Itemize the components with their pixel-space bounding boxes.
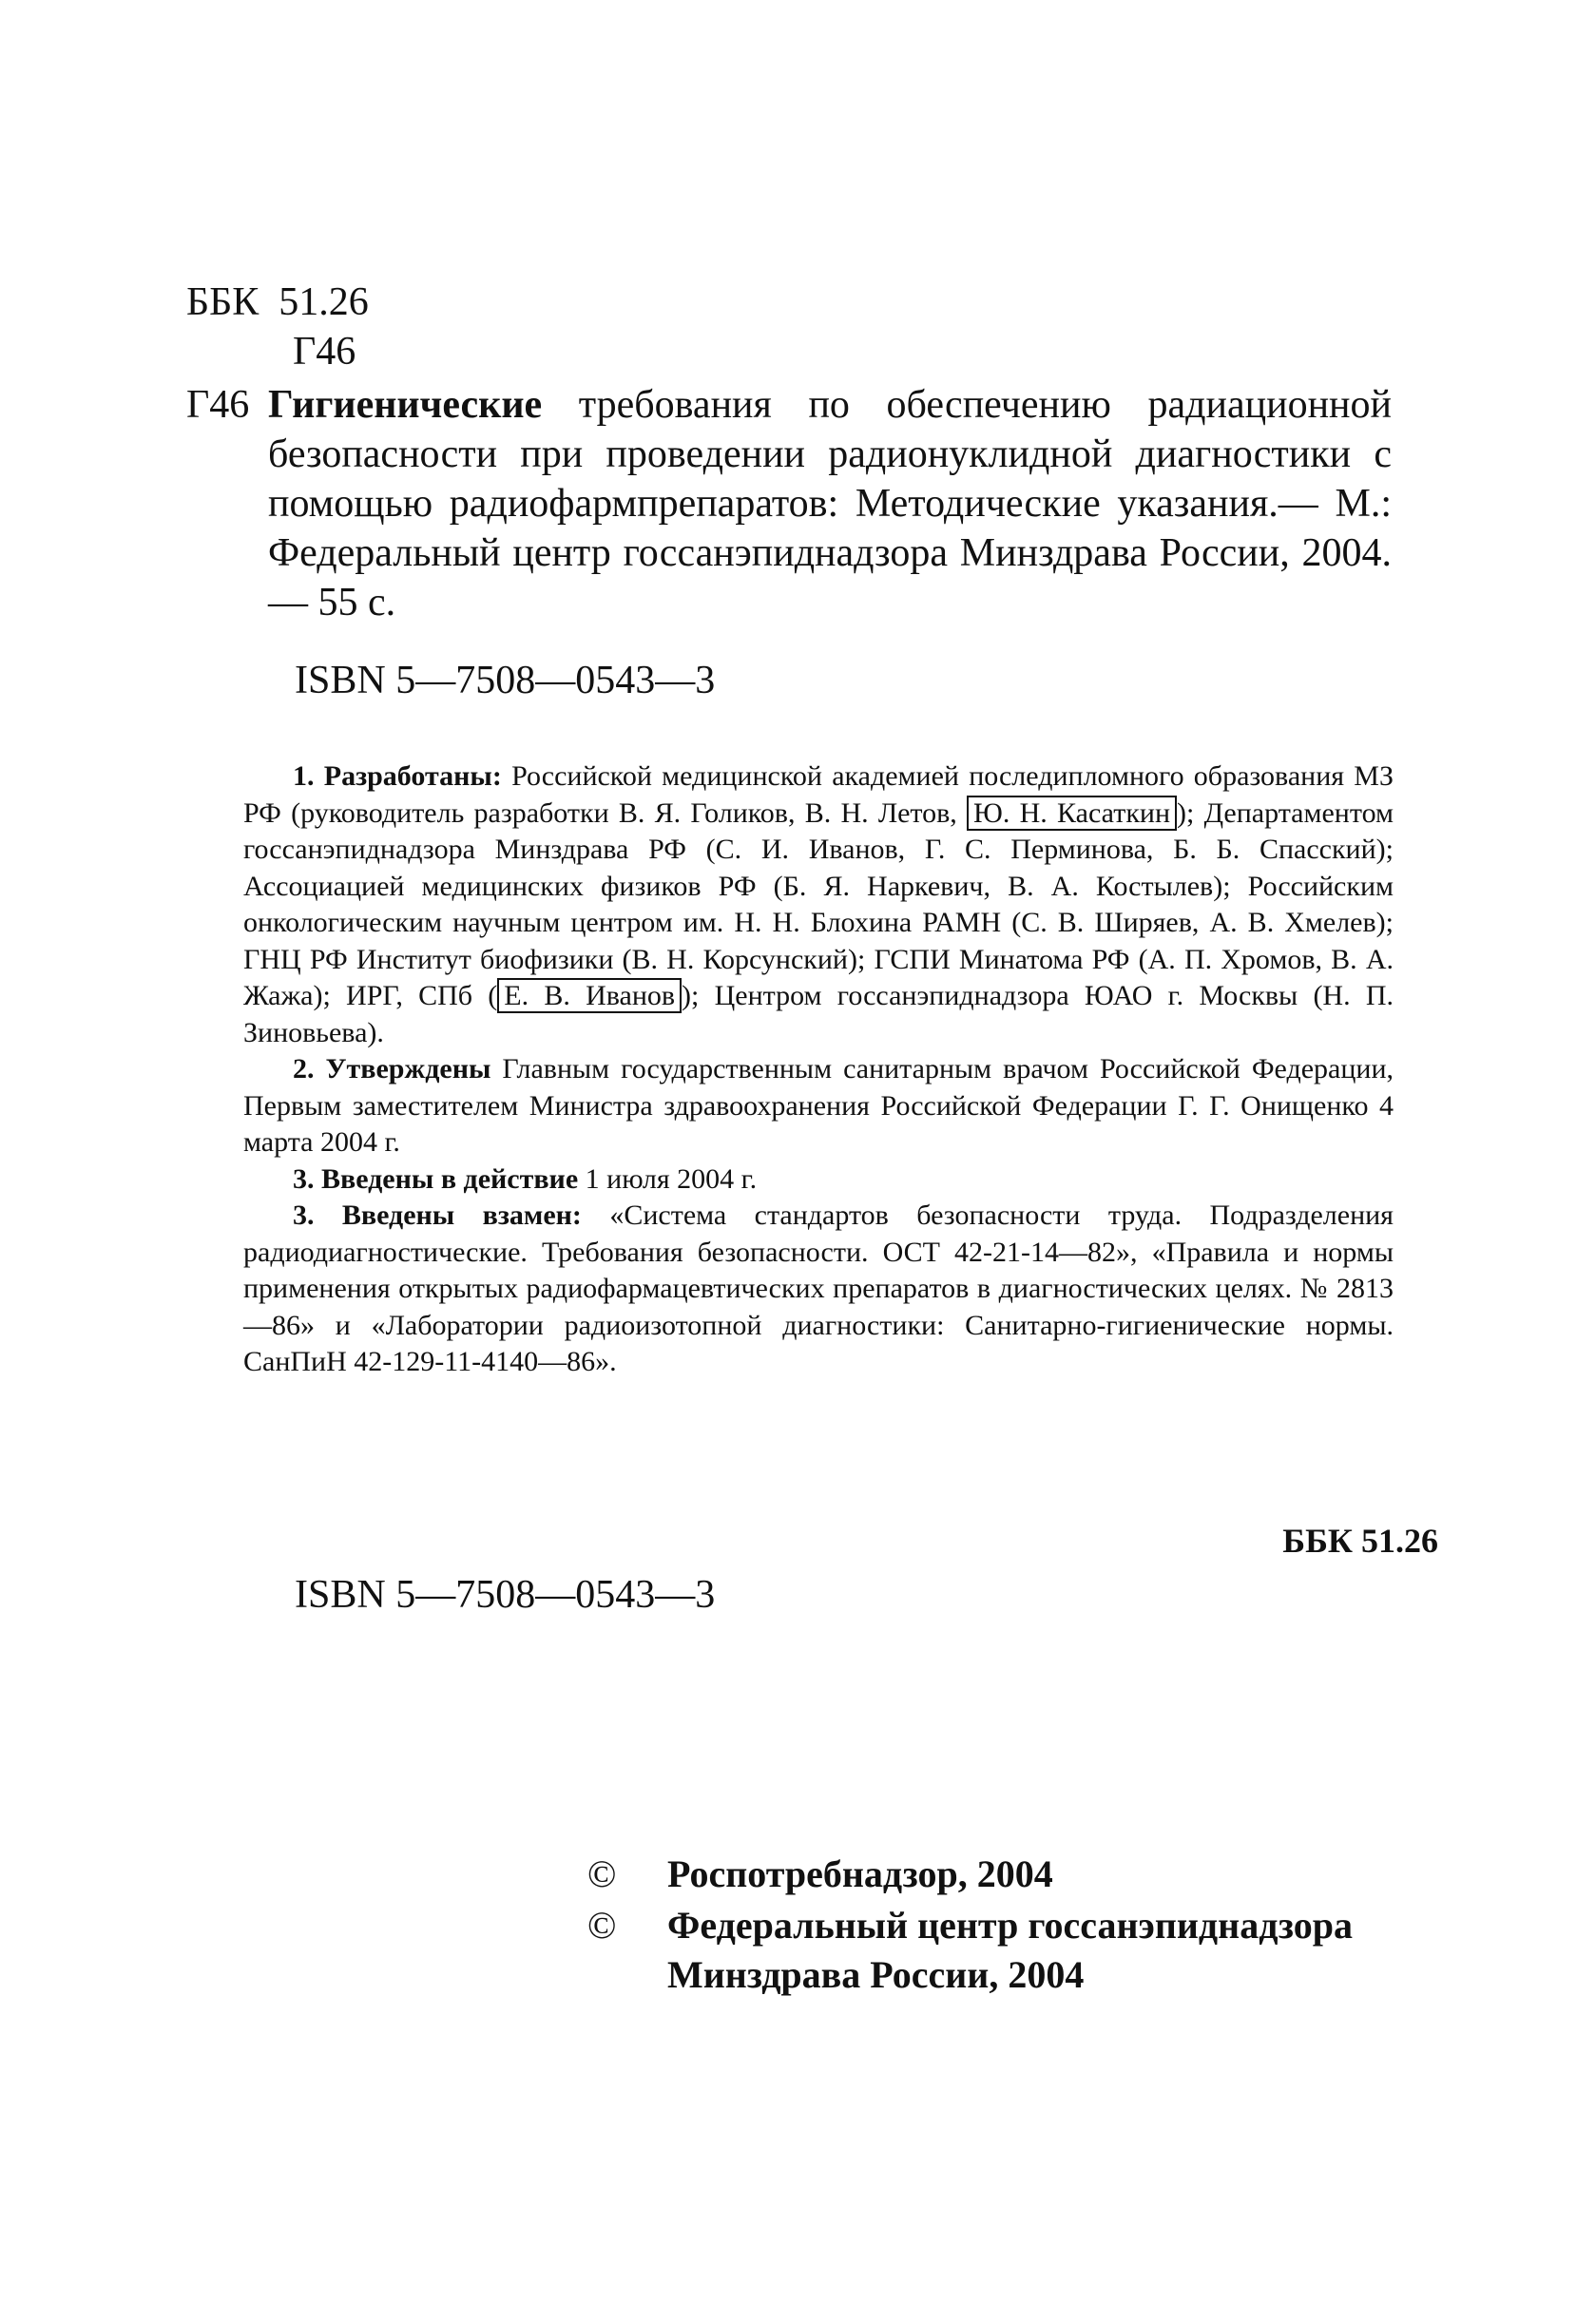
note-label: 3. Введены взамен: — [293, 1199, 582, 1231]
note-label: 2. Утверждены — [293, 1053, 491, 1084]
bibliographic-entry — [186, 380, 1392, 627]
copyright-holder-2-cont: Минздрава России, 2004 — [667, 1953, 1085, 1996]
entry-title-bold: Гигиенические — [268, 383, 543, 427]
publication-notes — [243, 758, 1394, 1381]
bbk-block — [186, 278, 369, 376]
isbn-top: ISBN 5—7508—0543—3 — [295, 659, 716, 702]
bbk-author-mark: Г46 — [293, 330, 356, 374]
note-label: 3. Введены в действие — [293, 1162, 579, 1195]
author-mark: Г46 — [186, 383, 250, 427]
copyright-line-2 — [587, 1901, 1353, 2000]
boxed-name: Е. В. Иванов — [497, 978, 682, 1013]
note-approved — [243, 1051, 1394, 1161]
note-replaces — [243, 1198, 1394, 1381]
isbn-bottom: ISBN 5—7508—0543—3 — [295, 1573, 716, 1617]
copyright-icon: © — [587, 1852, 617, 1895]
note-developed — [243, 758, 1394, 1051]
note-effective — [243, 1161, 1394, 1199]
entry-text — [268, 380, 1392, 627]
note-text: 1 июля 2004 г. — [578, 1162, 758, 1195]
copyright-holder-2: Федеральный центр госсанэпиднадзора — [667, 1904, 1353, 1947]
copyright-icon: © — [587, 1904, 617, 1947]
note-text: Российской медицинской академией последипломного образования МЗ РФ (руководитель разработки В. Я. Голиков, В. Н. Летов, — [243, 760, 1394, 829]
note-label: 1. Разработаны: — [293, 760, 502, 792]
copyright-line-1 — [587, 1850, 1053, 1899]
entry-description: требования по обеспечению радиационной безопасности при проведении радионуклидной диагностики с помощью радиофармпрепаратов: Методические указания.— М.: Федеральный центр госсанэпиднадзора Минздрава России, 2004.— 55 с. — [268, 383, 1392, 624]
copyright-holder-1: Роспотребнадзор, 2004 — [667, 1852, 1053, 1895]
note-text: Главным государственным санитарным врачом Российской Федерации, Первым заместителем Министра здравоохранения Российской Федерации Г. Г. Онищенко 4 марта 2004 г. — [243, 1053, 1394, 1158]
note-text: ); Центром госсанэпиднадзора ЮАО г. Москвы (Н. П. Зиновьева). — [243, 980, 1394, 1048]
boxed-name: Ю. Н. Касаткин — [967, 796, 1177, 831]
bbk-right: ББК 51.26 — [1282, 1522, 1438, 1560]
note-text: «Система стандартов безопасности труда. Подразделения радиодиагностические. Требования безопасности. ОСТ 42-21-14—82», «Правила и нормы применения открытых радиофармацевтических препаратов в диагностических целях. № 2813—86» и «Лаборатории радиоизотопной диагностики: Санитарно-гигиенические нормы. СанПиН 42-129-11-4140—86». — [243, 1199, 1394, 1377]
bbk-code: ББК 51.26 — [186, 280, 369, 324]
note-text: ); Департаментом госсанэпиднадзора Минздрава РФ (С. И. Иванов, Г. С. Перминова, Б. Б. Спасский); Ассоциацией медицинских физиков РФ (Б. Я. Наркевич, В. А. Костылев); Российским онкологическим научным центром им. Н. Н. Блохина РАМН (С. В. Ширяев, А. В. Хмелев); ГНЦ РФ Институт биофизики (В. Н. Корсунский); ГСПИ Минатома РФ (А. П. Хромов, В. А. Жажа); ИРГ, СПб ( — [243, 796, 1394, 1011]
